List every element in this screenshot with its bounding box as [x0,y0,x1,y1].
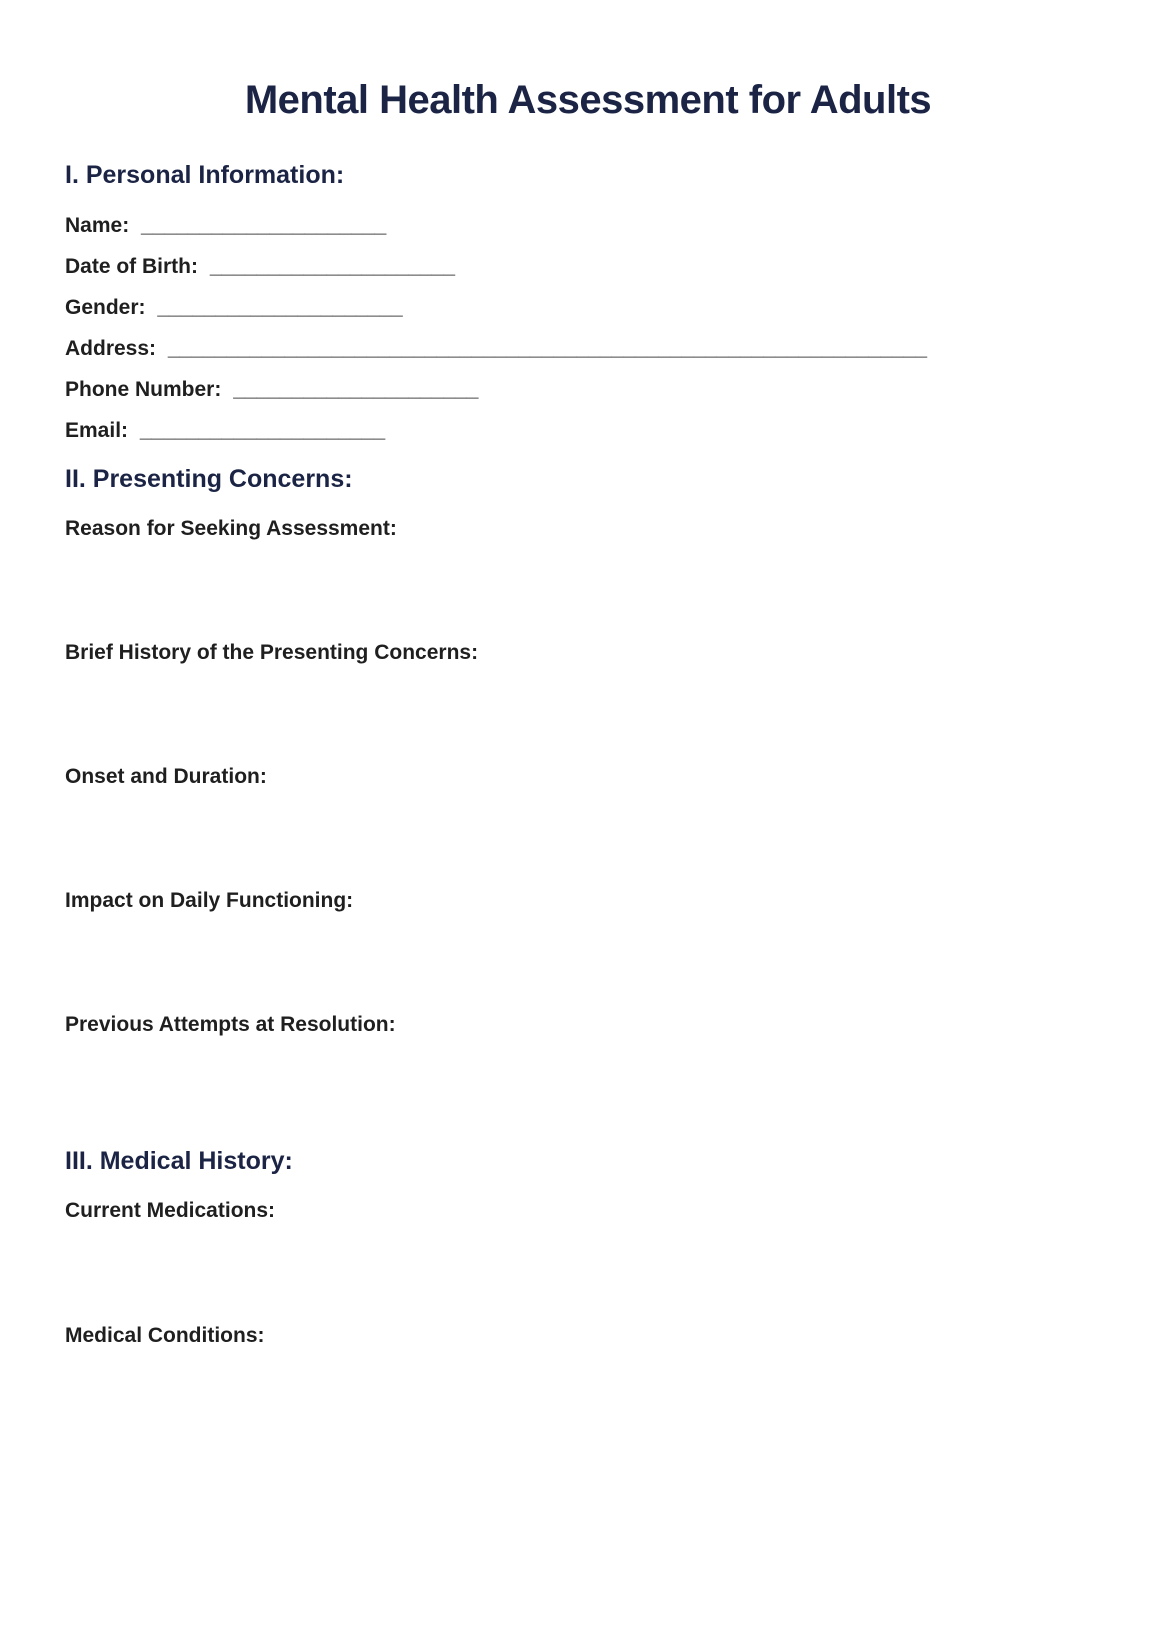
impact-on-daily-functioning-label: Impact on Daily Functioning: [65,889,354,912]
section-heading-medical-history: III. Medical History: [65,1147,293,1175]
gender-label: Gender: [65,296,146,319]
current-medications-label: Current Medications: [65,1199,276,1222]
medical-history-prompts [65,1198,1176,1469]
brief-history-answer-area[interactable] [65,666,1176,764]
date-of-birth-label: Date of Birth: [65,255,198,278]
reason-for-seeking-assessment-answer-area[interactable] [65,542,1176,640]
email-fill-line[interactable]: _____________________ [139,419,386,442]
section-heading-presenting-concerns: II. Presenting Concerns: [65,465,353,493]
presenting-concerns-prompts [65,516,1176,1136]
brief-history-label: Brief History of the Presenting Concerns: [65,641,479,664]
email-label: Email: [65,419,129,442]
medical-conditions-answer-area[interactable] [65,1349,1176,1469]
previous-attempts-at-resolution-answer-area[interactable] [65,1038,1176,1136]
address-fill-line[interactable]: _________________________________________________________________ [167,337,928,360]
name-label: Name: [65,214,130,237]
field-gender [65,294,1176,321]
field-date-of-birth [65,253,1176,280]
medical-conditions-label: Medical Conditions: [65,1324,265,1347]
current-medications-answer-area[interactable] [65,1224,1176,1323]
date-of-birth-fill-line[interactable]: _____________________ [209,255,456,278]
impact-on-daily-functioning-answer-area[interactable] [65,914,1176,1012]
reason-for-seeking-assessment-label: Reason for Seeking Assessment: [65,517,397,540]
gender-fill-line[interactable]: _____________________ [157,296,403,319]
personal-information-fields [65,212,1176,444]
onset-and-duration-label: Onset and Duration: [65,765,267,788]
field-phone-number [65,376,1176,403]
phone-number-label: Phone Number: [65,378,222,401]
field-name [65,212,1176,239]
onset-and-duration-answer-area[interactable] [65,790,1176,888]
phone-number-fill-line[interactable]: _____________________ [233,378,479,401]
previous-attempts-at-resolution-label: Previous Attempts at Resolution: [65,1013,396,1036]
document-title: Mental Health Assessment for Adults [244,78,932,122]
field-email [65,417,1176,444]
field-address [65,335,1176,362]
name-fill-line[interactable]: _____________________ [141,214,387,237]
section-heading-personal-information: I. Personal Information: [65,161,345,189]
address-label: Address: [65,337,157,360]
